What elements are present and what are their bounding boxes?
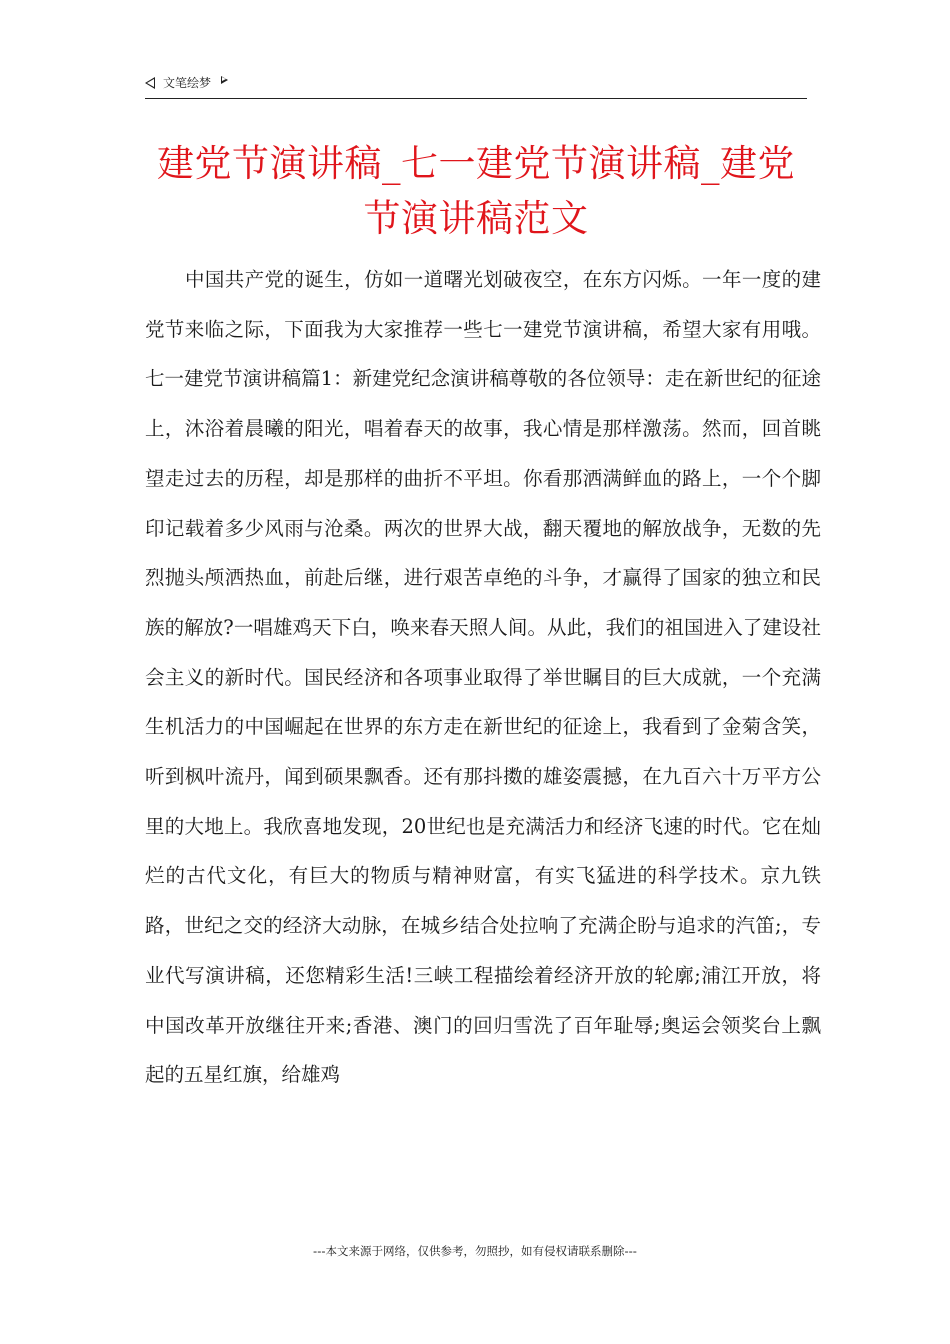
header-brand bbox=[145, 74, 228, 91]
page-header bbox=[145, 74, 807, 99]
footer-disclaimer: ---本文来源于网络，仅供参考，勿照抄，如有侵权请联系删除--- bbox=[313, 1244, 637, 1258]
triangle-right-icon bbox=[221, 76, 228, 84]
brand-label: 文笔绘梦 bbox=[163, 76, 212, 90]
document-body: 中国共产党的诞生，仿如一道曙光划破夜空，在东方闪烁。一年一度的建党节来临之际，下面我为大家推荐一些七一建党节演讲稿，希望大家有用哦。七一建党节演讲稿篇1：新建党纪念演讲稿尊敬的各位领导：走在新世纪的征途上，沐浴着晨曦的阳光，唱着春天的故事，我心情是那样激荡。然而，回首眺望走过去的历程，却是那样的曲折不平坦。你看那洒满鲜血的路上，一个个脚印记载着多少风雨与沧桑。两次的世界大战，翻天覆地的解放战争，无数的先烈抛头颅洒热血，前赴后继，进行艰苦卓绝的斗争，才赢得了国家的独立和民族的解放?一唱雄鸡天下白，唤来春天照人间。从此，我们的祖国进入了建设社会主义的新时代。国民经济和各项事业取得了举世瞩目的巨大成就，一个充满生机活力的中国崛起在世界的东方走在新世纪的征途上，我看到了金菊含笑，听到枫叶流丹，闻到硕果飘香。还有那抖擞的雄姿震撼，在九百六十万平方公里的大地上。我欣喜地发现，20世纪也是充满活力和经济飞速的时代。它在灿烂的古代文化，有巨大的物质与精神财富，有实飞猛进的科学技术。京九铁路，世纪之交的经济大动脉，在城乡结合处拉响了充满企盼与追求的汽笛;，专业代写演讲稿，还您精彩生活!三峡工程描绘着经济开放的轮廓;浦江开放，将中国改革开放继往开来;香港、澳门的回归雪洗了百年耻辱;奥运会领奖台上飘起的五星红旗，给雄鸡 bbox=[145, 268, 821, 1087]
document-title: 建党节演讲稿_七一建党节演讲稿_建党节演讲稿范文 bbox=[157, 142, 795, 240]
triangle-left-icon bbox=[145, 77, 155, 89]
